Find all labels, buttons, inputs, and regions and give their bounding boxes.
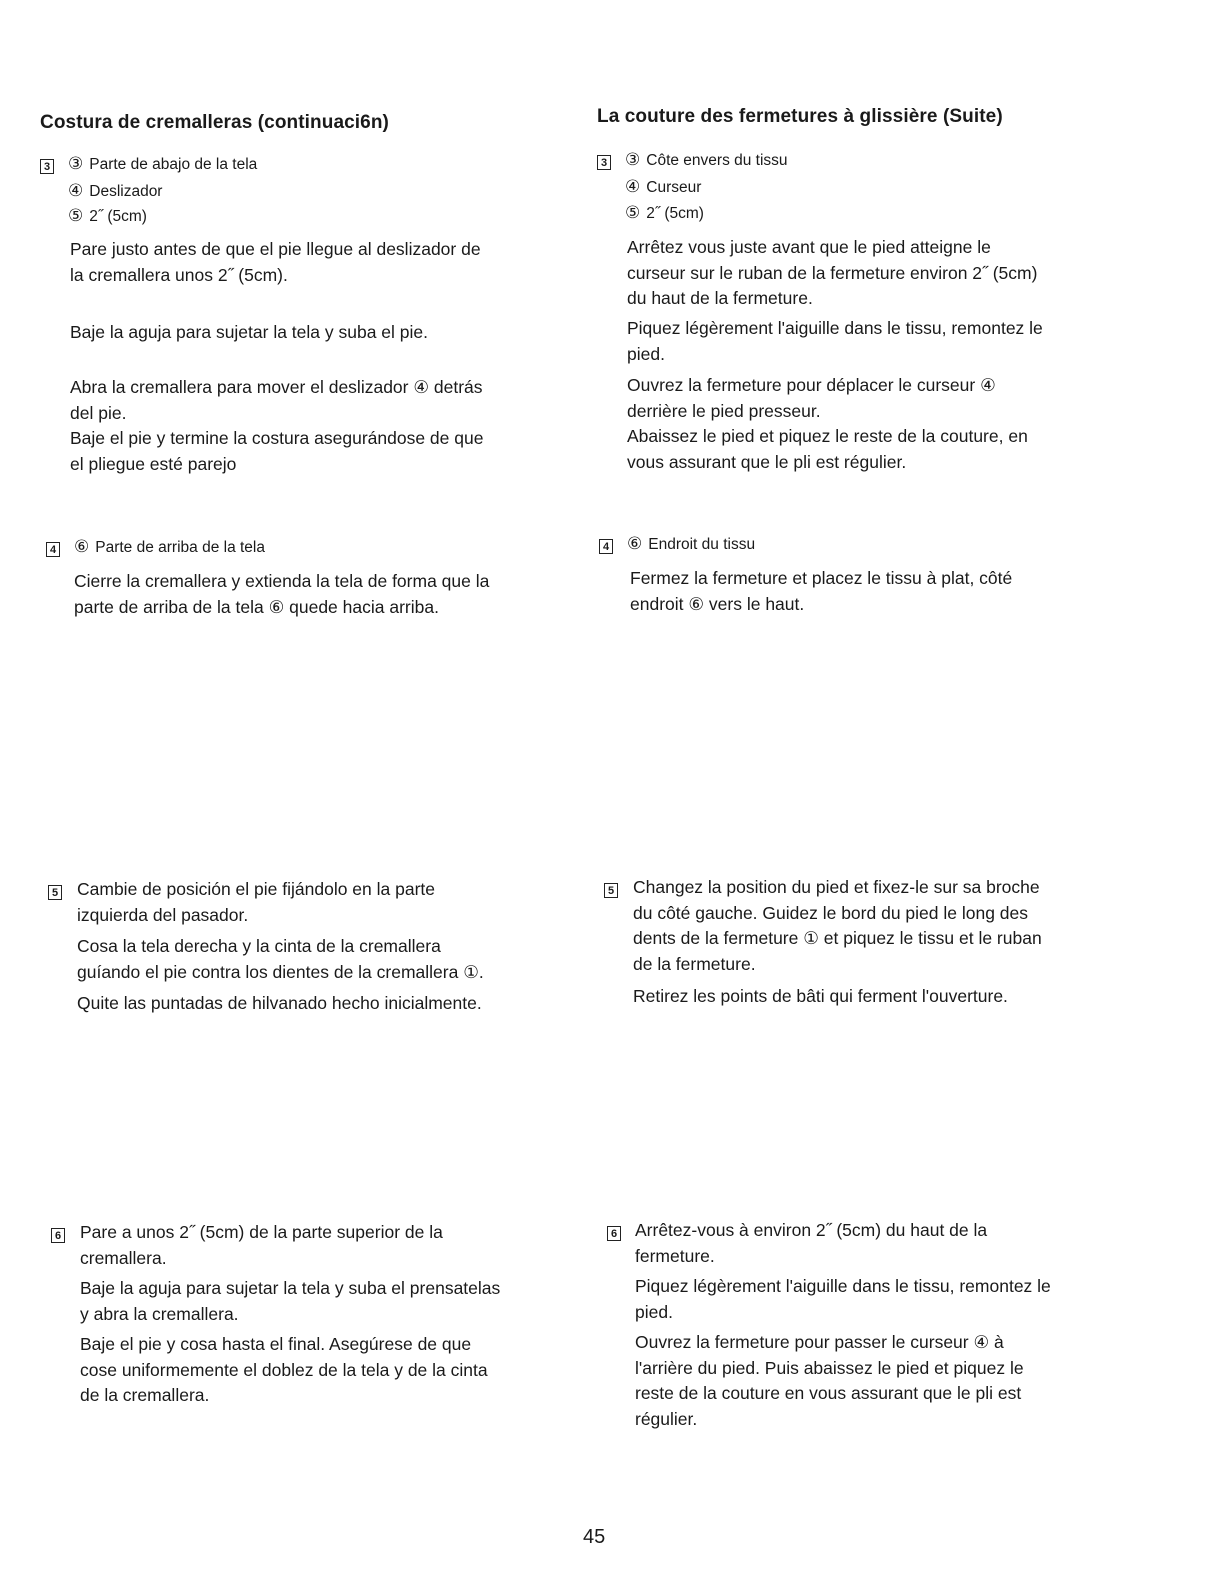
- left-s5-para-3: Quite las puntadas de hilvanado hecho inicialmente.: [77, 993, 482, 1013]
- right-s5-para-2: Retirez les points de bâti qui ferment l'ouverture.: [633, 986, 1008, 1006]
- left-s3-item-5: ⑤ 2˝ (5cm): [68, 206, 147, 225]
- left-s6-para-1: Pare a unos 2˝ (5cm) de la parte superior de la cremallera.: [80, 1222, 443, 1268]
- left-s3-item-3: ③ Parte de abajo de la tela: [68, 154, 258, 173]
- left-s3-para-3: Abra la cremallera para mover el deslizador ④ detrás del pie. Baje el pie y termine la costura asegurándose de que el pliegue esté parejo: [70, 377, 484, 474]
- left-s3-para-1: Pare justo antes de que el pie llegue al deslizador de la cremallera unos 2˝ (5cm).: [70, 239, 481, 285]
- left-s6-para-3: Baje el pie y cosa hasta el final. Asegúrese de que cose uniformemente el doblez de la tela y de la cinta de la cremallera.: [80, 1334, 488, 1405]
- right-s3-para-2: Piquez légèrement l'aiguille dans le tissu, remontez le pied.: [627, 318, 1043, 364]
- right-step-4-badge: 4: [599, 537, 613, 555]
- left-s6-para-2: Baje la aguja para sujetar la tela y suba el prensatelas y abra la cremallera.: [80, 1278, 501, 1324]
- left-step-5-badge: 5: [48, 883, 62, 901]
- right-s6-para-2: Piquez légèrement l'aiguille dans le tissu, remontez le pied.: [635, 1276, 1051, 1322]
- left-s3-item-4: ④ Deslizador: [68, 181, 163, 200]
- right-heading: La couture des fermetures à glissière (Suite): [597, 106, 1003, 127]
- right-step-5-badge: 5: [604, 881, 618, 899]
- left-s5-para-1: Cambie de posición el pie fijándolo en la parte izquierda del pasador.: [77, 879, 436, 925]
- right-s3-para-1: Arrêtez vous juste avant que le pied atteigne le curseur sur le ruban de la fermeture environ 2˝ (5cm) du haut de la fermeture.: [627, 237, 1038, 308]
- right-s5-para-1: Changez la position du pied et fixez-le sur sa broche du côté gauche. Guidez le bord du pied le long des dents de la fermeture ① et piquez le tissu et le ruban de la fermeture.: [633, 877, 1042, 974]
- left-step-4-badge: 4: [46, 540, 60, 558]
- left-step-3-badge: 3: [40, 157, 54, 175]
- left-s4-para-1: Cierre la cremallera y extienda la tela de forma que la parte de arriba de la tela ⑥ quede hacia arriba.: [74, 571, 490, 617]
- left-heading: Costura de cremalleras (continuaci6n): [40, 112, 389, 133]
- right-s3-para-3: Ouvrez la fermeture pour déplacer le curseur ④ derrière le pied presseur. Abaissez le pied et piquez le reste de la couture, en vous assurant que le pli est régulier.: [627, 375, 1028, 472]
- page-number: 45: [583, 1526, 606, 1548]
- right-s6-para-3: Ouvrez la fermeture pour passer le curseur ④ à l'arrière du pied. Puis abaissez le pied et piquez le reste de la couture en vous assurant que le pli est régulier.: [635, 1332, 1024, 1429]
- right-s4-item-6: ⑥ Endroit du tissu: [627, 534, 756, 553]
- right-s3-item-4: ④ Curseur: [625, 177, 702, 196]
- left-s4-item-6: ⑥ Parte de arriba de la tela: [74, 537, 265, 556]
- right-s3-item-3: ③ Côte envers du tissu: [625, 150, 788, 169]
- left-s5-para-2: Cosa la tela derecha y la cinta de la cremallera guíando el pie contra los dientes de la cremallera ①.: [77, 936, 484, 982]
- right-step-3-badge: 3: [597, 153, 611, 171]
- left-s3-para-2: Baje la aguja para sujetar la tela y suba el pie.: [70, 322, 429, 342]
- right-s3-item-5: ⑤ 2˝ (5cm): [625, 203, 704, 222]
- right-s6-para-1: Arrêtez-vous à environ 2˝ (5cm) du haut de la fermeture.: [635, 1220, 988, 1266]
- right-s4-para-1: Fermez la fermeture et placez le tissu à plat, côté endroit ⑥ vers le haut.: [630, 568, 1013, 614]
- left-step-6-badge: 6: [51, 1226, 65, 1244]
- right-step-6-badge: 6: [607, 1224, 621, 1242]
